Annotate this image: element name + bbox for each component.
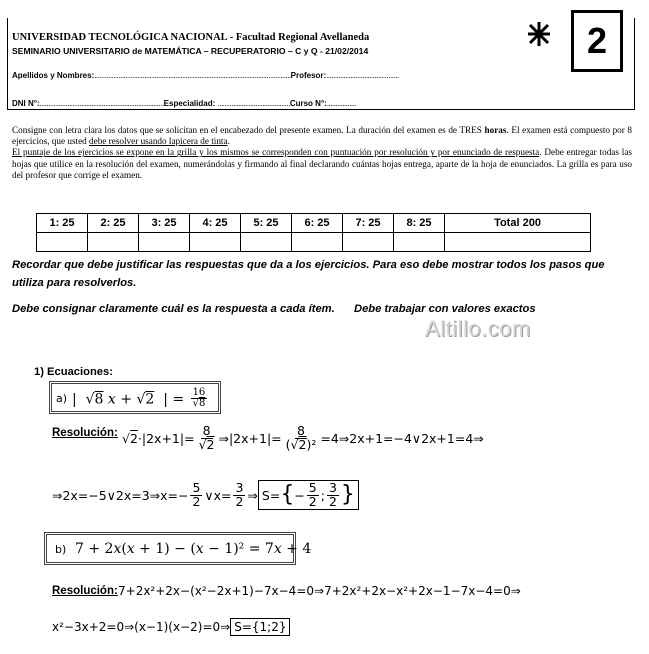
exercise-1b-label: b) [55,543,67,556]
resolucion-label-b: Resolución: [52,585,118,597]
score-entry-7[interactable] [343,233,394,252]
score-entry-8[interactable] [394,233,445,252]
score-cell-total: Total 200 [445,214,591,233]
justify-note: Recordar que debe justificar las respuestas que da a los ejercicios. Para eso debe mostrar todos los pasos que utiliza para resolverlos. [12,259,605,289]
utn-logo-icon [525,20,553,48]
seminar-title: SEMINARIO UNIVERSITARIO de MATEMÁTICA – RECUPERATORIO – C y Q - 21/02/2014 [12,46,369,56]
especialidad-label: Especialidad: [163,99,218,108]
exercise-1b-factoring: x²−3x+2=0⇒(x−1)(x−2)=0⇒ [52,620,231,634]
exercise-1b-resolution-line-2 [52,618,290,636]
instructions-paragraph-2: El puntaje de los ejercicios se expone en la grilla y los mismos se corresponden con puntuación por resolución y por enunciado de respuesta. Debe entregar todas las hojas que utilice en la resolución del examen, numerándolas y firmando al final declarando cuántas hojas entrega, aparte de la hoja de enunciados. La grilla es para uso del profesor que corrige el examen. [12,147,633,180]
score-grid [36,213,591,252]
score-entry-6[interactable] [292,233,343,252]
score-entry-1[interactable] [37,233,88,252]
score-grid-entries [37,233,591,252]
university-title: UNIVERSIDAD TECNOLÓGICA NACIONAL - Facultad Regional Avellaneda [12,32,370,43]
exercise-1a-equation: | √8 x + √2 | = $\frac{16}{√8}$ [72,387,206,409]
instructions-paragraph-1: Consigne con letra clara los datos que se solicitan en el encabezado del presente examen. La duración del examen es de TRES horas. El examen está compuesto por 8 ejercicios, que usted debe resolver usando lapicera de tinta. [12,125,633,147]
score-cell-3: 3: 25 [139,214,190,233]
score-cell-1: 1: 25 [37,214,88,233]
exercise-1-title: 1) Ecuaciones: [34,366,113,378]
score-entry-4[interactable] [190,233,241,252]
exercise-1b-resolution-line-1: 7+2x²+2x−(x²−2x+1)−7x−4=0⇒7+2x²+2x−x²+2x−1−7x−4=0⇒ [118,584,521,598]
score-cell-6: 6: 25 [292,214,343,233]
score-entry-5[interactable] [241,233,292,252]
exact-values-note: Debe trabajar con valores exactos [354,303,536,315]
consign-note: Debe consignar claramente cuál es la respuesta a cada ítem. [12,303,335,315]
apellidos-row [12,71,399,80]
score-entry-total[interactable] [445,233,591,252]
resolucion-label-a: Resolución: [52,427,118,439]
score-cell-2: 2: 25 [88,214,139,233]
score-cell-4: 4: 25 [190,214,241,233]
exercise-1a-box [49,381,221,414]
exercise-1a-answer: S= { − $\frac{5}{2}$ ; $\frac{3}{2}$ } [258,480,359,510]
exercise-1b-answer: S={1;2} [230,618,290,636]
exam-number: 2 [571,10,623,72]
score-cell-8: 8: 25 [394,214,445,233]
score-entry-3[interactable] [139,233,190,252]
exercise-1a-resolution-line-2: ⇒2x=−5∨2x=3⇒x=− $\frac{5}{2}$ ∨x= $\frac{3}{2}$ ⇒ S= { − $\frac{5}{2}$ ; $\frac{3}{2}$ } [52,473,359,517]
dni-field[interactable]: ........................................................................ [39,99,164,108]
score-cell-5: 5: 25 [241,214,292,233]
apellidos-label: Apellidos y Nombres: [12,71,95,80]
apellidos-field[interactable]: .................................................................................................................. [94,71,291,80]
dni-row [12,99,356,108]
especialidad-field[interactable]: .......................................... [217,99,290,108]
profesor-field[interactable]: .......................................... [326,71,399,80]
profesor-label: Profesor: [290,71,327,80]
exercise-1a-resolution-line-1: √2·|2x+1|= $\frac{8}{√2}$ ⇒|2x+1|= $\frac{8}{\text{(√2)²}}$ =4⇒2x+1=−4∨2x+1=4⇒ [122,423,484,452]
altillo-watermark: Altillo.com [425,316,531,341]
score-grid-header [37,214,591,233]
score-cell-7: 7: 25 [343,214,394,233]
instructions [12,125,632,181]
exercise-1b-box [44,532,312,565]
exercise-1a-label: a) [56,392,68,405]
exercise-1b-equation: 7 + 2𝑥(𝑥 + 1) − (𝑥 − 1)² = 7𝑥 + 4 [75,541,312,557]
curso-label: Curso N°: [289,99,327,108]
curso-field[interactable]: ................. [326,99,357,108]
score-entry-2[interactable] [88,233,139,252]
dni-label: DNI N°: [12,99,40,108]
